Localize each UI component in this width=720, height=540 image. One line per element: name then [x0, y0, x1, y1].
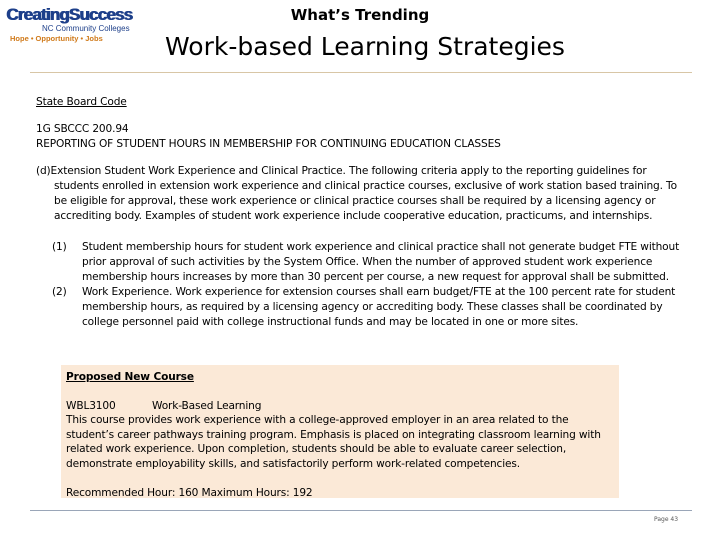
paragraph-d: (d)Extension Student Work Experience and Clinical Practice. The following criteria apply to the reporting guidelines for students enrolled in extension work experience and clinical practice courses, exclusive of work station based training. To be eligible for approval, these work experience or clinical practice courses shall be required by a licensing agency or accrediting body. Examples of student work experience include cooperative education, practicums, and internships.	[36, 165, 677, 222]
slide-kicker: What’s Trending	[290, 6, 430, 24]
course-id-line	[66, 399, 613, 414]
item-number: (1)	[52, 241, 67, 253]
logo-tagline: Hope • Opportunity • Jobs	[10, 34, 103, 43]
bottom-divider	[30, 510, 692, 511]
course-code: WBL3100	[66, 399, 116, 412]
item-text: Student membership hours for student work experience and clinical practice shall not generate budget FTE without prior approval of such activities by the System Office. When the number of approved student work experience membership hours increases by more than 30 percent per course, a new request for approval shall be submitted.	[82, 241, 680, 283]
code-line: 1G SBCCC 200.94	[36, 123, 129, 135]
course-hours: Recommended Hour: 160 Maximum Hours: 192	[66, 487, 313, 499]
section-label: State Board Code	[36, 96, 127, 108]
logo-subtitle: NC Community Colleges	[42, 24, 130, 33]
state-board-code-excerpt	[36, 95, 688, 330]
course-title: Work-Based Learning	[152, 399, 262, 412]
item-number: (2)	[52, 286, 67, 298]
numbered-list	[36, 240, 688, 330]
top-divider	[30, 72, 692, 73]
code-title: REPORTING OF STUDENT HOURS IN MEMBERSHIP FOR CONTINUING EDUCATION CLASSES	[36, 138, 501, 150]
course-description: This course provides work experience with a college-approved employer in an area related to the student’s career pathways training program. Emphasis is placed on integrating classroom learning with related work experience. Upon completion, students should be able to evaluate career selection, demonstrate employability skills, and satisfactorily perform work-related competencies.	[66, 414, 601, 470]
item-text: Work Experience. Work experience for extension courses shall earn budget/FTE at the 100 percent rate for student membership hours, as required by a licensing agency or accrediting body. These classes shall be coordinated by college personnel paid with college instructional funds and may be located in one or more sites.	[82, 286, 676, 328]
slide-title: Work-based Learning Strategies	[165, 32, 565, 61]
course-box-heading: Proposed New Course	[66, 371, 194, 383]
list-item	[36, 240, 688, 285]
list-item	[36, 285, 688, 330]
page-number: Page 43	[654, 516, 679, 523]
proposed-course-box	[61, 365, 619, 498]
logo-title: CreatingSuccess	[6, 5, 132, 24]
